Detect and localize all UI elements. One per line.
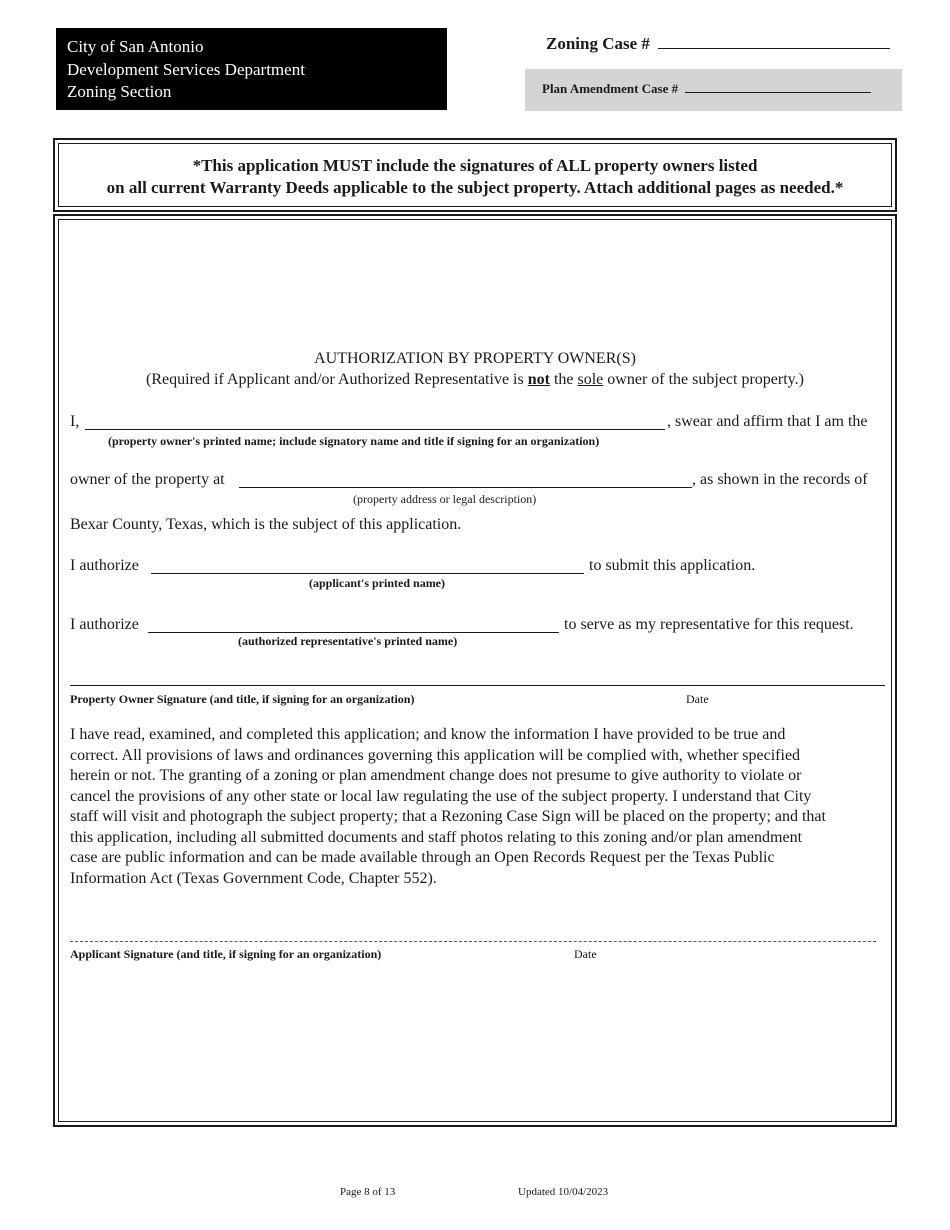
- owner-signature-date-label: Date: [686, 692, 709, 706]
- department-header: [56, 28, 447, 110]
- applicant-name-hint: (applicant's printed name): [309, 576, 446, 590]
- representative-name-hint: (authorized representative's printed name): [238, 634, 458, 648]
- applicant-signature-date-label: Date: [574, 947, 597, 961]
- subtitle-part: (Required if Applicant and/or Authorized Representative is: [146, 371, 528, 388]
- declaration-line: staff will visit and photograph the subject property; that a Rezoning Case Sign will be placed on the property; and that: [70, 808, 826, 825]
- authorization-box: [53, 214, 897, 1127]
- authorize-applicant-suffix: to submit this application.: [589, 557, 756, 574]
- declaration-line: herein or not. The granting of a zoning or plan amendment change does not presume to give authority to violate or: [70, 767, 802, 784]
- declaration-line: cancel the provisions of any other state or local law regulating the use of the subject property. I understand that City: [70, 787, 812, 805]
- property-address-input-line[interactable]: [239, 487, 692, 488]
- org-line-3: Zoning Section: [67, 82, 172, 101]
- declaration-line: correct. All provisions of laws and ordinances governing this application will be complied with, whether specified: [70, 746, 801, 764]
- swear-text: , swear and affirm that I am the: [667, 413, 868, 430]
- property-address-hint: (property address or legal description): [353, 492, 537, 506]
- authorize-representative-suffix: to serve as my representative for this request.: [564, 616, 854, 633]
- declaration-paragraph: [70, 725, 826, 889]
- owner-name-label: I,: [70, 413, 80, 430]
- property-address-label: owner of the property at: [70, 471, 225, 488]
- notice-line-1: *This application MUST include the signatures of ALL property owners listed: [192, 156, 758, 175]
- notice-box: [53, 138, 897, 212]
- updated-date: Updated 10/04/2023: [518, 1186, 609, 1198]
- org-line-2: Development Services Department: [67, 59, 305, 79]
- applicant-signature-line[interactable]: [70, 941, 876, 942]
- org-line-1: City of San Antonio: [67, 37, 204, 56]
- representative-name-input-line[interactable]: [148, 632, 559, 633]
- records-text: , as shown in the records of: [692, 471, 868, 488]
- owner-name-input-line[interactable]: [85, 429, 665, 430]
- applicant-name-input-line[interactable]: [151, 573, 584, 574]
- subtitle-part: owner of the subject property.): [603, 371, 804, 388]
- subtitle-part: the: [549, 371, 578, 388]
- applicant-signature-label: Applicant Signature (and title, if signing for an organization): [70, 947, 382, 961]
- zoning-case-field: [546, 34, 890, 54]
- declaration-line: Information Act (Texas Government Code, Chapter 552).: [70, 869, 437, 887]
- owner-signature-label: Property Owner Signature (and title, if signing for an organization): [70, 692, 415, 706]
- page-number: Page 8 of 13: [340, 1186, 396, 1198]
- notice-line-2: on all current Warranty Deeds applicable to the subject property. Attach additional pages as needed.*: [106, 178, 844, 197]
- authorize-applicant-label: I authorize: [70, 557, 139, 574]
- owner-name-hint: (property owner's printed name; include signatory name and title if signing for an organization): [108, 434, 600, 448]
- zoning-case-input-line[interactable]: [658, 48, 890, 49]
- plan-amendment-input-line[interactable]: [685, 92, 871, 93]
- county-text: Bexar County, Texas, which is the subject of this application.: [70, 516, 462, 533]
- authorization-subtitle: [59, 371, 891, 389]
- authorize-representative-label: I authorize: [70, 616, 139, 633]
- plan-amendment-label: Plan Amendment Case #: [542, 81, 679, 96]
- declaration-line: this application, including all submitted documents and staff photos relating to this zoning and/or plan amendment: [70, 828, 803, 846]
- subtitle-not: not: [527, 371, 550, 388]
- declaration-line: case are public information and can be made available through an Open Records Request per the Texas Public: [70, 849, 775, 866]
- subtitle-sole: sole: [577, 371, 604, 388]
- zoning-case-label: Zoning Case #: [546, 34, 650, 53]
- plan-amendment-field: [525, 69, 902, 111]
- owner-signature-line[interactable]: [70, 685, 885, 686]
- declaration-line: I have read, examined, and completed this application; and know the information I have provided to be true and: [70, 726, 786, 743]
- authorization-title: AUTHORIZATION BY PROPERTY OWNER(S): [314, 350, 636, 367]
